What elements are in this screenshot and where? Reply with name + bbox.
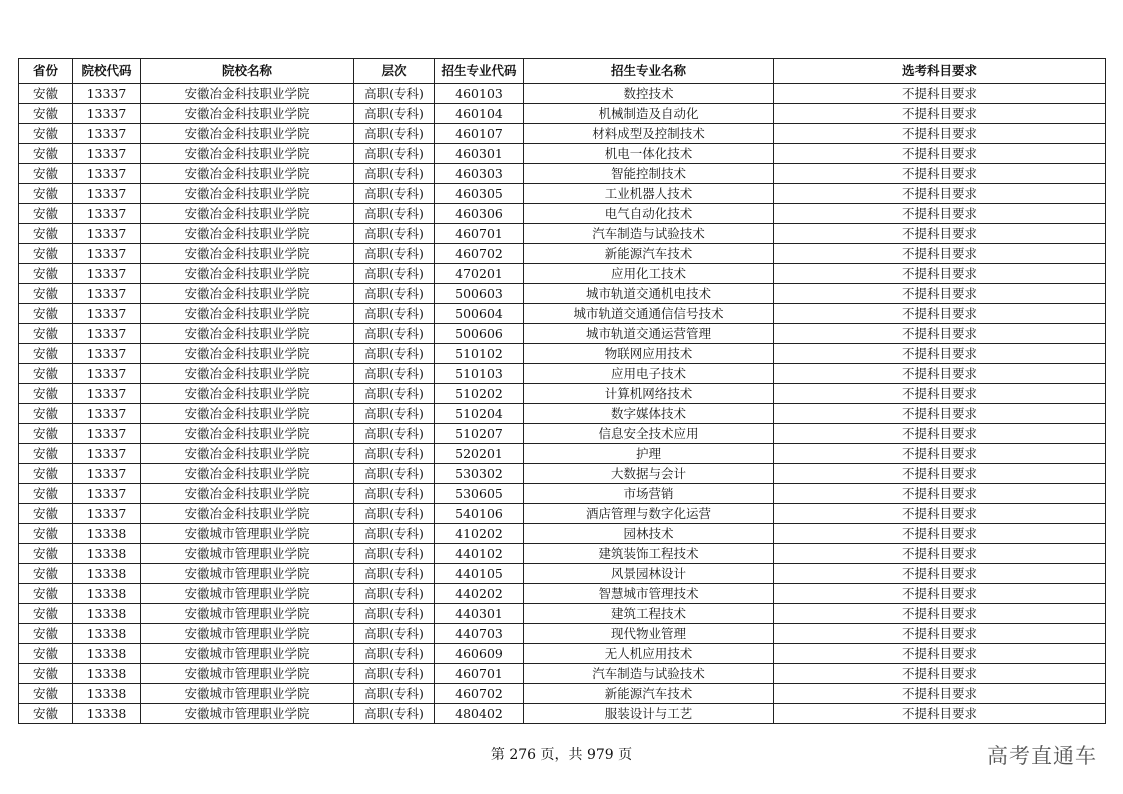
cell-major-name: 大数据与会计 — [524, 464, 774, 484]
table-row — [19, 424, 1106, 444]
cell-school-code: 13338 — [73, 644, 141, 664]
table-row — [19, 264, 1106, 284]
cell-major-code: 440102 — [435, 544, 524, 564]
cell-major-code: 510207 — [435, 424, 524, 444]
cell-major-code: 520201 — [435, 444, 524, 464]
cell-major-name: 汽车制造与试验技术 — [524, 664, 774, 684]
cell-school-name: 安徽冶金科技职业学院 — [141, 384, 354, 404]
cell-level: 高职(专科) — [354, 164, 435, 184]
cell-school-code: 13337 — [73, 484, 141, 504]
cell-province: 安徽 — [19, 464, 73, 484]
cell-school-code: 13338 — [73, 584, 141, 604]
cell-major-name: 应用电子技术 — [524, 364, 774, 384]
table-row — [19, 384, 1106, 404]
cell-school-name: 安徽冶金科技职业学院 — [141, 84, 354, 104]
cell-school-name: 安徽城市管理职业学院 — [141, 604, 354, 624]
cell-school-name: 安徽城市管理职业学院 — [141, 664, 354, 684]
table-row — [19, 544, 1106, 564]
cell-major-code: 460104 — [435, 104, 524, 124]
cell-major-name: 智能控制技术 — [524, 164, 774, 184]
cell-level: 高职(专科) — [354, 704, 435, 724]
cell-major-name: 建筑工程技术 — [524, 604, 774, 624]
cell-school-code: 13337 — [73, 204, 141, 224]
cell-subject-requirement: 不提科目要求 — [774, 284, 1106, 304]
cell-level: 高职(专科) — [354, 484, 435, 504]
cell-major-code: 540106 — [435, 504, 524, 524]
table-row — [19, 124, 1106, 144]
cell-school-name: 安徽冶金科技职业学院 — [141, 424, 354, 444]
cell-school-code: 13337 — [73, 424, 141, 444]
cell-school-name: 安徽冶金科技职业学院 — [141, 144, 354, 164]
cell-subject-requirement: 不提科目要求 — [774, 684, 1106, 704]
cell-school-name: 安徽冶金科技职业学院 — [141, 344, 354, 364]
cell-school-name: 安徽城市管理职业学院 — [141, 644, 354, 664]
cell-school-code: 13338 — [73, 684, 141, 704]
cell-school-code: 13337 — [73, 404, 141, 424]
cell-major-code: 460103 — [435, 84, 524, 104]
table-row — [19, 664, 1106, 684]
cell-province: 安徽 — [19, 264, 73, 284]
cell-province: 安徽 — [19, 484, 73, 504]
cell-subject-requirement: 不提科目要求 — [774, 384, 1106, 404]
cell-subject-requirement: 不提科目要求 — [774, 564, 1106, 584]
cell-major-name: 数控技术 — [524, 84, 774, 104]
cell-school-name: 安徽冶金科技职业学院 — [141, 124, 354, 144]
cell-school-code: 13338 — [73, 544, 141, 564]
cell-province: 安徽 — [19, 504, 73, 524]
cell-province: 安徽 — [19, 644, 73, 664]
page-number: 第 276 页，共 979 页 — [490, 747, 633, 763]
cell-major-name: 城市轨道交通运营管理 — [524, 324, 774, 344]
cell-level: 高职(专科) — [354, 364, 435, 384]
header-subject-requirement: 选考科目要求 — [774, 59, 1106, 84]
cell-subject-requirement: 不提科目要求 — [774, 604, 1106, 624]
cell-subject-requirement: 不提科目要求 — [774, 264, 1106, 284]
cell-school-code: 13337 — [73, 344, 141, 364]
cell-province: 安徽 — [19, 424, 73, 444]
table-row — [19, 404, 1106, 424]
cell-level: 高职(专科) — [354, 284, 435, 304]
cell-subject-requirement: 不提科目要求 — [774, 124, 1106, 144]
cell-school-name: 安徽冶金科技职业学院 — [141, 444, 354, 464]
cell-major-name: 物联网应用技术 — [524, 344, 774, 364]
cell-subject-requirement: 不提科目要求 — [774, 484, 1106, 504]
cell-school-code: 13337 — [73, 304, 141, 324]
cell-subject-requirement: 不提科目要求 — [774, 204, 1106, 224]
table-row — [19, 144, 1106, 164]
header-province: 省份 — [19, 59, 73, 84]
cell-school-name: 安徽冶金科技职业学院 — [141, 204, 354, 224]
cell-province: 安徽 — [19, 704, 73, 724]
cell-province: 安徽 — [19, 204, 73, 224]
cell-subject-requirement: 不提科目要求 — [774, 544, 1106, 564]
cell-major-code: 440703 — [435, 624, 524, 644]
table-row — [19, 364, 1106, 384]
cell-subject-requirement: 不提科目要求 — [774, 644, 1106, 664]
cell-province: 安徽 — [19, 144, 73, 164]
cell-major-name: 服装设计与工艺 — [524, 704, 774, 724]
cell-school-code: 13337 — [73, 164, 141, 184]
cell-school-code: 13337 — [73, 384, 141, 404]
cell-school-name: 安徽冶金科技职业学院 — [141, 324, 354, 344]
cell-subject-requirement: 不提科目要求 — [774, 424, 1106, 444]
cell-level: 高职(专科) — [354, 644, 435, 664]
cell-level: 高职(专科) — [354, 464, 435, 484]
table-row — [19, 184, 1106, 204]
table-row — [19, 684, 1106, 704]
cell-subject-requirement: 不提科目要求 — [774, 624, 1106, 644]
cell-major-name: 新能源汽车技术 — [524, 244, 774, 264]
cell-subject-requirement: 不提科目要求 — [774, 364, 1106, 384]
cell-level: 高职(专科) — [354, 544, 435, 564]
cell-province: 安徽 — [19, 604, 73, 624]
cell-major-code: 500604 — [435, 304, 524, 324]
cell-major-code: 460303 — [435, 164, 524, 184]
cell-major-name: 机电一体化技术 — [524, 144, 774, 164]
cell-major-name: 城市轨道交通机电技术 — [524, 284, 774, 304]
cell-province: 安徽 — [19, 624, 73, 644]
cell-school-code: 13338 — [73, 524, 141, 544]
table-header-row — [19, 59, 1106, 84]
cell-subject-requirement: 不提科目要求 — [774, 244, 1106, 264]
cell-level: 高职(专科) — [354, 124, 435, 144]
table-row — [19, 464, 1106, 484]
cell-school-code: 13337 — [73, 284, 141, 304]
header-major-code: 招生专业代码 — [435, 59, 524, 84]
cell-school-code: 13337 — [73, 244, 141, 264]
cell-major-code: 460609 — [435, 644, 524, 664]
cell-major-code: 500606 — [435, 324, 524, 344]
cell-level: 高职(专科) — [354, 84, 435, 104]
cell-school-name: 安徽城市管理职业学院 — [141, 544, 354, 564]
cell-level: 高职(专科) — [354, 344, 435, 364]
cell-major-code: 460702 — [435, 244, 524, 264]
cell-major-code: 460306 — [435, 204, 524, 224]
cell-major-name: 建筑装饰工程技术 — [524, 544, 774, 564]
cell-level: 高职(专科) — [354, 144, 435, 164]
cell-major-code: 460702 — [435, 684, 524, 704]
table-row — [19, 704, 1106, 724]
cell-major-name: 计算机网络技术 — [524, 384, 774, 404]
cell-level: 高职(专科) — [354, 604, 435, 624]
cell-subject-requirement: 不提科目要求 — [774, 504, 1106, 524]
cell-school-name: 安徽冶金科技职业学院 — [141, 504, 354, 524]
header-level: 层次 — [354, 59, 435, 84]
cell-school-name: 安徽冶金科技职业学院 — [141, 464, 354, 484]
cell-school-name: 安徽冶金科技职业学院 — [141, 184, 354, 204]
cell-province: 安徽 — [19, 684, 73, 704]
cell-province: 安徽 — [19, 324, 73, 344]
cell-province: 安徽 — [19, 544, 73, 564]
cell-province: 安徽 — [19, 284, 73, 304]
cell-province: 安徽 — [19, 664, 73, 684]
cell-province: 安徽 — [19, 344, 73, 364]
cell-major-code: 440301 — [435, 604, 524, 624]
cell-major-code: 510204 — [435, 404, 524, 424]
cell-major-name: 数字媒体技术 — [524, 404, 774, 424]
cell-school-name: 安徽城市管理职业学院 — [141, 564, 354, 584]
cell-level: 高职(专科) — [354, 104, 435, 124]
cell-school-code: 13338 — [73, 624, 141, 644]
cell-subject-requirement: 不提科目要求 — [774, 324, 1106, 344]
header-major-name: 招生专业名称 — [524, 59, 774, 84]
cell-province: 安徽 — [19, 244, 73, 264]
cell-subject-requirement: 不提科目要求 — [774, 104, 1106, 124]
cell-major-name: 工业机器人技术 — [524, 184, 774, 204]
cell-level: 高职(专科) — [354, 584, 435, 604]
cell-school-code: 13337 — [73, 124, 141, 144]
cell-subject-requirement: 不提科目要求 — [774, 444, 1106, 464]
cell-school-name: 安徽城市管理职业学院 — [141, 704, 354, 724]
cell-major-code: 530605 — [435, 484, 524, 504]
cell-school-code: 13337 — [73, 504, 141, 524]
cell-major-name: 新能源汽车技术 — [524, 684, 774, 704]
cell-subject-requirement: 不提科目要求 — [774, 344, 1106, 364]
cell-level: 高职(专科) — [354, 684, 435, 704]
cell-major-name: 材料成型及控制技术 — [524, 124, 774, 144]
cell-major-code: 470201 — [435, 264, 524, 284]
cell-major-code: 440105 — [435, 564, 524, 584]
cell-province: 安徽 — [19, 304, 73, 324]
cell-school-code: 13337 — [73, 444, 141, 464]
cell-major-code: 480402 — [435, 704, 524, 724]
cell-level: 高职(专科) — [354, 624, 435, 644]
cell-school-code: 13337 — [73, 364, 141, 384]
cell-school-code: 13338 — [73, 704, 141, 724]
cell-major-code: 530302 — [435, 464, 524, 484]
cell-school-code: 13337 — [73, 84, 141, 104]
cell-province: 安徽 — [19, 564, 73, 584]
cell-province: 安徽 — [19, 364, 73, 384]
cell-school-name: 安徽冶金科技职业学院 — [141, 404, 354, 424]
cell-school-name: 安徽城市管理职业学院 — [141, 684, 354, 704]
cell-major-name: 机械制造及自动化 — [524, 104, 774, 124]
table-row — [19, 84, 1106, 104]
cell-province: 安徽 — [19, 184, 73, 204]
cell-level: 高职(专科) — [354, 664, 435, 684]
cell-level: 高职(专科) — [354, 524, 435, 544]
cell-major-name: 信息安全技术应用 — [524, 424, 774, 444]
cell-level: 高职(专科) — [354, 224, 435, 244]
cell-level: 高职(专科) — [354, 564, 435, 584]
cell-school-name: 安徽城市管理职业学院 — [141, 584, 354, 604]
table-row — [19, 324, 1106, 344]
table-row — [19, 344, 1106, 364]
table-row — [19, 624, 1106, 644]
cell-province: 安徽 — [19, 384, 73, 404]
cell-school-name: 安徽冶金科技职业学院 — [141, 104, 354, 124]
cell-school-code: 13338 — [73, 564, 141, 584]
table-row — [19, 604, 1106, 624]
cell-subject-requirement: 不提科目要求 — [774, 184, 1106, 204]
cell-subject-requirement: 不提科目要求 — [774, 704, 1106, 724]
cell-major-code: 510202 — [435, 384, 524, 404]
cell-school-code: 13337 — [73, 464, 141, 484]
cell-major-code: 460701 — [435, 224, 524, 244]
cell-school-code: 13337 — [73, 224, 141, 244]
cell-level: 高职(专科) — [354, 424, 435, 444]
cell-province: 安徽 — [19, 104, 73, 124]
cell-major-name: 应用化工技术 — [524, 264, 774, 284]
table-row — [19, 444, 1106, 464]
cell-level: 高职(专科) — [354, 324, 435, 344]
cell-major-code: 460301 — [435, 144, 524, 164]
cell-major-code: 510102 — [435, 344, 524, 364]
cell-level: 高职(专科) — [354, 504, 435, 524]
cell-province: 安徽 — [19, 404, 73, 424]
cell-province: 安徽 — [19, 84, 73, 104]
cell-province: 安徽 — [19, 224, 73, 244]
cell-major-name: 园林技术 — [524, 524, 774, 544]
cell-level: 高职(专科) — [354, 444, 435, 464]
cell-level: 高职(专科) — [354, 384, 435, 404]
cell-subject-requirement: 不提科目要求 — [774, 464, 1106, 484]
table-row — [19, 484, 1106, 504]
cell-major-name: 酒店管理与数字化运营 — [524, 504, 774, 524]
cell-province: 安徽 — [19, 444, 73, 464]
cell-major-name: 无人机应用技术 — [524, 644, 774, 664]
cell-level: 高职(专科) — [354, 304, 435, 324]
cell-subject-requirement: 不提科目要求 — [774, 584, 1106, 604]
cell-school-code: 13337 — [73, 184, 141, 204]
cell-level: 高职(专科) — [354, 244, 435, 264]
table-row — [19, 644, 1106, 664]
cell-major-code: 410202 — [435, 524, 524, 544]
cell-province: 安徽 — [19, 164, 73, 184]
table-row — [19, 584, 1106, 604]
cell-subject-requirement: 不提科目要求 — [774, 664, 1106, 684]
cell-school-name: 安徽冶金科技职业学院 — [141, 284, 354, 304]
cell-level: 高职(专科) — [354, 204, 435, 224]
cell-school-name: 安徽冶金科技职业学院 — [141, 364, 354, 384]
cell-school-code: 13338 — [73, 664, 141, 684]
cell-school-name: 安徽冶金科技职业学院 — [141, 164, 354, 184]
table-row — [19, 524, 1106, 544]
cell-major-name: 护理 — [524, 444, 774, 464]
cell-school-code: 13337 — [73, 324, 141, 344]
cell-level: 高职(专科) — [354, 184, 435, 204]
header-school-name: 院校名称 — [141, 59, 354, 84]
cell-major-name: 城市轨道交通通信信号技术 — [524, 304, 774, 324]
cell-school-code: 13338 — [73, 604, 141, 624]
table-row — [19, 564, 1106, 584]
cell-major-code: 500603 — [435, 284, 524, 304]
cell-school-name: 安徽城市管理职业学院 — [141, 524, 354, 544]
cell-subject-requirement: 不提科目要求 — [774, 524, 1106, 544]
table-row — [19, 284, 1106, 304]
header-school-code: 院校代码 — [73, 59, 141, 84]
cell-major-name: 电气自动化技术 — [524, 204, 774, 224]
cell-level: 高职(专科) — [354, 264, 435, 284]
watermark-logo: 高考直通车 — [987, 744, 1097, 768]
table-row — [19, 164, 1106, 184]
cell-major-name: 风景园林设计 — [524, 564, 774, 584]
cell-major-name: 智慧城市管理技术 — [524, 584, 774, 604]
enrollment-table — [18, 58, 1106, 724]
cell-subject-requirement: 不提科目要求 — [774, 404, 1106, 424]
table-body — [19, 84, 1106, 724]
table-row — [19, 504, 1106, 524]
cell-level: 高职(专科) — [354, 404, 435, 424]
cell-major-code: 460701 — [435, 664, 524, 684]
table-row — [19, 104, 1106, 124]
cell-major-code: 460107 — [435, 124, 524, 144]
cell-major-name: 现代物业管理 — [524, 624, 774, 644]
cell-major-name: 汽车制造与试验技术 — [524, 224, 774, 244]
cell-school-name: 安徽城市管理职业学院 — [141, 624, 354, 644]
cell-major-code: 460305 — [435, 184, 524, 204]
cell-subject-requirement: 不提科目要求 — [774, 304, 1106, 324]
cell-subject-requirement: 不提科目要求 — [774, 224, 1106, 244]
cell-subject-requirement: 不提科目要求 — [774, 84, 1106, 104]
cell-school-code: 13337 — [73, 104, 141, 124]
table-row — [19, 204, 1106, 224]
cell-province: 安徽 — [19, 584, 73, 604]
table-row — [19, 304, 1106, 324]
cell-school-code: 13337 — [73, 144, 141, 164]
cell-province: 安徽 — [19, 124, 73, 144]
cell-school-name: 安徽冶金科技职业学院 — [141, 244, 354, 264]
cell-major-code: 510103 — [435, 364, 524, 384]
cell-school-name: 安徽冶金科技职业学院 — [141, 264, 354, 284]
cell-school-code: 13337 — [73, 264, 141, 284]
cell-school-name: 安徽冶金科技职业学院 — [141, 224, 354, 244]
cell-province: 安徽 — [19, 524, 73, 544]
cell-subject-requirement: 不提科目要求 — [774, 144, 1106, 164]
cell-major-name: 市场营销 — [524, 484, 774, 504]
cell-school-name: 安徽冶金科技职业学院 — [141, 304, 354, 324]
cell-major-code: 440202 — [435, 584, 524, 604]
cell-school-name: 安徽冶金科技职业学院 — [141, 484, 354, 504]
cell-subject-requirement: 不提科目要求 — [774, 164, 1106, 184]
table-row — [19, 244, 1106, 264]
table-row — [19, 224, 1106, 244]
